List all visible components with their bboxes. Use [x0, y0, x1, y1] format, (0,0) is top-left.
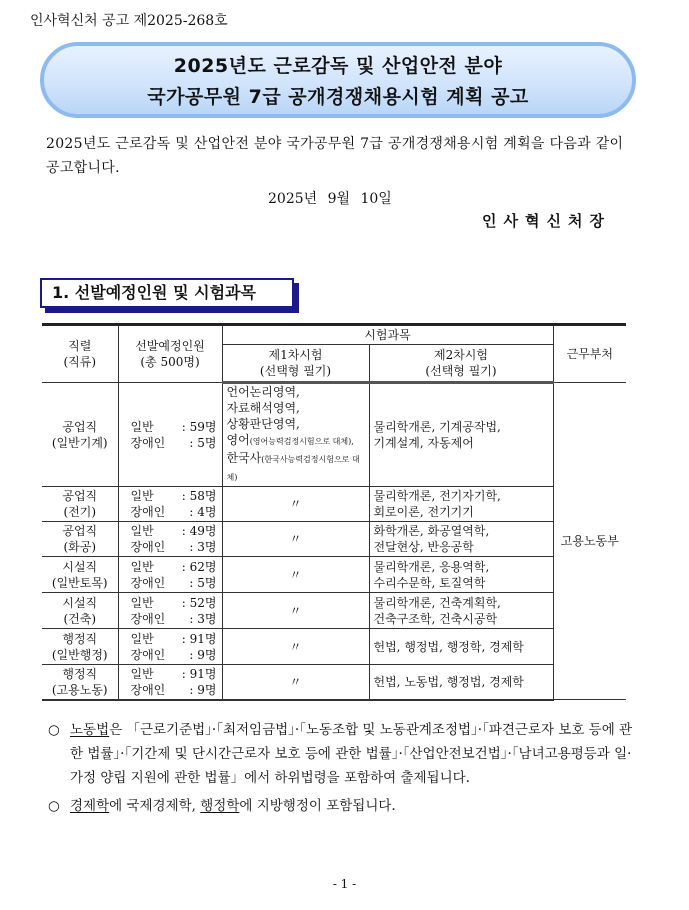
- header-series: 직렬 (직류): [42, 325, 118, 383]
- series-cell: 시설직 (건축): [42, 593, 118, 629]
- note-economics: [48, 794, 633, 818]
- quota-cell: 일반 : 91명 장애인 : 9명: [118, 665, 222, 700]
- quota-cell: 일반 : 58명 장애인 : 4명: [118, 487, 222, 522]
- table-row: [42, 557, 626, 593]
- header-first-exam: 제1차시험 (선택형 필기): [222, 345, 369, 383]
- note-term: 노동법: [70, 722, 110, 738]
- note-term: 경제학: [70, 798, 110, 814]
- header-ministry: 근무부처: [553, 325, 626, 383]
- circle-bullet-icon: ○: [48, 798, 60, 814]
- page-number: - 1 -: [332, 877, 357, 891]
- table-row: [42, 593, 626, 629]
- note-text: 은 「근로기준법」·「최저임금법」·「노동조합 및 노동관계조정법」·「파견근로자 보호 등에 관한 법률」·「기간제 및 단시간근로자 보호 등에 관한 법률」·「산업안전보건법」·「남녀고용평등과 일·가정 양립 지원에 관한 법률」에서 하위법령을 포함하여 출제됩니다.: [70, 722, 633, 786]
- series-cell: 행정직 (고용노동): [42, 665, 118, 700]
- title-line-2: 국가공무원 7급 공개경쟁채용시험 계획 공고: [147, 86, 529, 108]
- second-exam-cell: 물리학개론, 전기자기학, 회로이론, 전기기기: [369, 487, 553, 522]
- series-cell: 공업직 (화공): [42, 522, 118, 557]
- second-exam-cell: 물리학개론, 기계공작법, 기계설계, 자동제어: [369, 383, 553, 487]
- header-subjects: 시험과목: [222, 325, 553, 345]
- first-exam-ditto: 〃: [222, 593, 369, 629]
- second-exam-cell: 물리학개론, 응용역학, 수리수문학, 토질역학: [369, 557, 553, 593]
- second-exam-cell: 물리학개론, 건축계획학, 건축구조학, 건축시공학: [369, 593, 553, 629]
- quota-cell: 일반 : 59명 장애인 : 5명: [118, 383, 222, 487]
- table-row: [42, 665, 626, 700]
- intro-paragraph: 2025년도 근로감독 및 산업안전 분야 국가공무원 7급 공개경쟁채용시험 계획을 다음과 같이 공고합니다.: [46, 136, 624, 176]
- note-text: 에 국제경제학,: [109, 798, 201, 814]
- note-term: 행정학: [200, 798, 240, 814]
- title-banner: [40, 42, 636, 118]
- quota-cell: 일반 : 62명 장애인 : 5명: [118, 557, 222, 593]
- second-exam-cell: 헌법, 행정법, 행정학, 경제학: [369, 629, 553, 665]
- announcement-date: 2025년 9월 10일: [268, 191, 392, 207]
- series-cell: 시설직 (일반토목): [42, 557, 118, 593]
- second-exam-cell: 헌법, 노동법, 행정법, 경제학: [369, 665, 553, 700]
- second-exam-cell: 화학개론, 화공열역학, 전달현상, 반응공학: [369, 522, 553, 557]
- first-exam-ditto: 〃: [222, 522, 369, 557]
- table-row: [42, 522, 626, 557]
- series-cell: 공업직 (일반기계): [42, 383, 118, 487]
- notice-number: 인사혁신처 공고 제2025-268호: [30, 13, 228, 29]
- title-line-1: 2025년도 근로감독 및 산업안전 분야: [173, 55, 503, 77]
- header-quota: 선발예정인원 (총 500명): [118, 325, 222, 383]
- section-title: 1. 선발예정인원 및 시험과목: [40, 278, 294, 308]
- circle-bullet-icon: ○: [48, 722, 60, 738]
- note-labor-law: [48, 718, 633, 790]
- first-exam-ditto: 〃: [222, 557, 369, 593]
- series-cell: 행정직 (일반행정): [42, 629, 118, 665]
- table-row: [42, 487, 626, 522]
- quota-cell: 일반 : 49명 장애인 : 3명: [118, 522, 222, 557]
- table-row: [42, 629, 626, 665]
- series-cell: 공업직 (전기): [42, 487, 118, 522]
- first-exam-ditto: 〃: [222, 487, 369, 522]
- first-exam-cell: 언어논리영역, 자료해석영역, 상황판단영역, 영어(영어능력검정시험으로 대체), 한국사(한국사능력검정시험으로 대체): [222, 383, 369, 487]
- issuer: 인사혁신처장: [482, 212, 611, 230]
- ministry-cell: 고용노동부: [553, 383, 626, 700]
- quota-cell: 일반 : 52명 장애인 : 3명: [118, 593, 222, 629]
- quota-cell: 일반 : 91명 장애인 : 9명: [118, 629, 222, 665]
- header-second-exam: 제2차시험 (선택형 필기): [369, 345, 553, 383]
- table-row: [42, 383, 626, 487]
- notes: [48, 718, 633, 822]
- note-text: 에 지방행정이 포함됩니다.: [239, 798, 396, 814]
- first-exam-ditto: 〃: [222, 665, 369, 700]
- quota-subjects-table: [42, 323, 626, 701]
- first-exam-ditto: 〃: [222, 629, 369, 665]
